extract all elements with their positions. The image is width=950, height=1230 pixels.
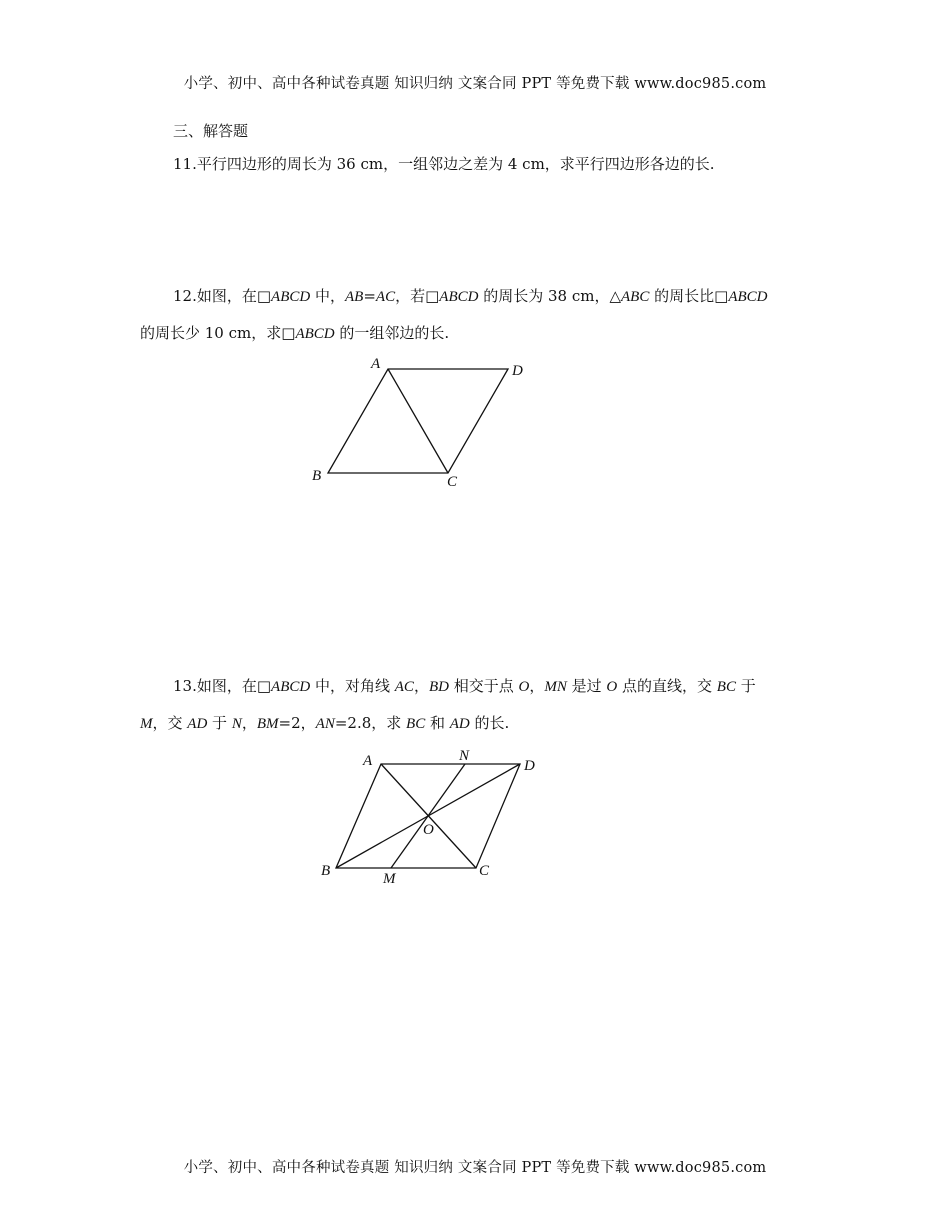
page-footer: 小学、初中、高中各种试卷真题 知识归纳 文案合同 PPT 等免费下载 www.doc985.com: [183, 1160, 767, 1176]
label-a: A: [363, 753, 373, 769]
question-12-line-2: 的周长少 10 cm，求□ABCD 的一组邻边的长.: [140, 324, 450, 342]
label-c: C: [447, 474, 458, 490]
question-11-text: 11.平行四边形的周长为 36 cm，一组邻边之差为 4 cm，求平行四边形各边的长.: [173, 155, 715, 173]
question-12-line-1: 12.如图，在□ABCD 中，AB=AC，若□ABCD 的周长为 38 cm，△ABC 的周长比□ABCD: [173, 287, 768, 305]
label-b: B: [321, 863, 331, 879]
section-title: 三、解答题: [173, 122, 249, 140]
label-m: M: [383, 871, 396, 887]
question-13-line-2: M，交 AD 于 N，BM=2，AN=2.8，求 BC 和 AD 的长.: [140, 714, 510, 732]
label-c: C: [479, 863, 490, 879]
label-d: D: [524, 758, 535, 774]
label-a: A: [371, 356, 381, 372]
line-mn: [391, 764, 465, 868]
label-b: B: [312, 468, 322, 484]
page-header: 小学、初中、高中各种试卷真题 知识归纳 文案合同 PPT 等免费下载 www.doc985.com: [183, 76, 767, 92]
question-13-line-1: 13.如图，在□ABCD 中，对角线 AC，BD 相交于点 O，MN 是过 O 点的直线，交 BC 于: [173, 677, 756, 695]
label-n: N: [459, 748, 470, 764]
label-o: O: [423, 822, 434, 838]
label-d: D: [512, 363, 523, 379]
